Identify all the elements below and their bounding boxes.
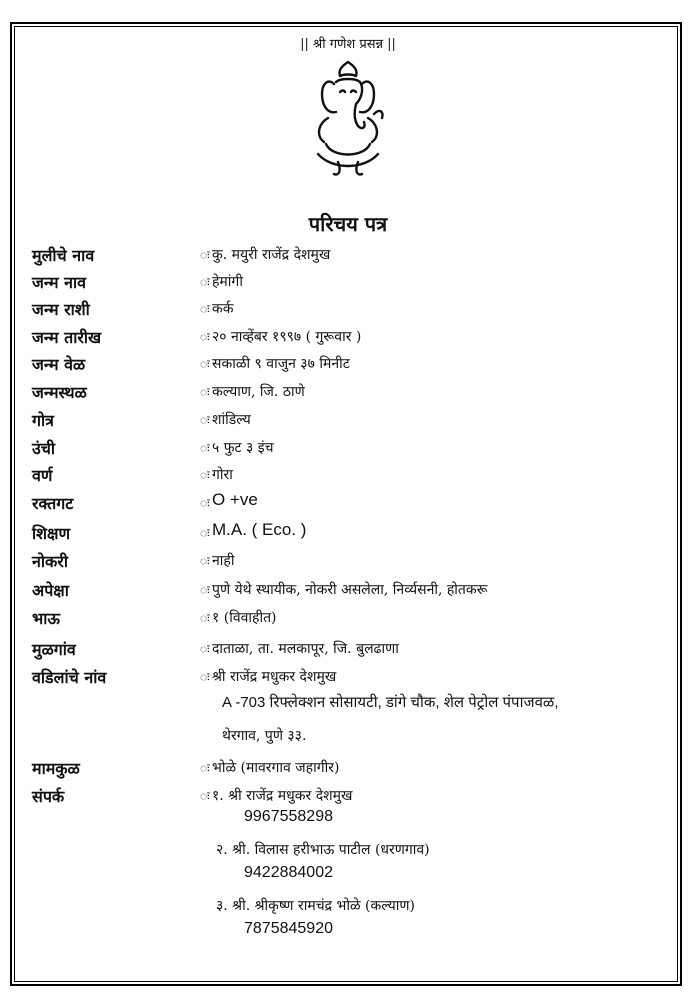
field-label: भाऊ bbox=[32, 609, 60, 628]
separator: ः bbox=[200, 642, 210, 656]
field-row bbox=[32, 638, 682, 664]
separator: ः bbox=[200, 468, 210, 482]
field-row bbox=[32, 271, 682, 297]
separator: ः bbox=[200, 248, 210, 262]
field-row bbox=[32, 464, 682, 490]
field-value: कर्क bbox=[212, 301, 234, 317]
field-value: गोरा bbox=[212, 467, 233, 483]
field-row bbox=[32, 437, 682, 463]
field-label: नोकरी bbox=[32, 552, 69, 571]
separator: ः bbox=[200, 330, 210, 344]
field-value: कु. मयुरी राजेंद्र देशमुख bbox=[212, 247, 331, 263]
contact-phone-2: 9422884002 bbox=[244, 864, 333, 881]
field-row bbox=[32, 579, 682, 605]
field-row bbox=[32, 550, 682, 576]
separator: ः bbox=[200, 526, 210, 540]
field-label: अपेक्षा bbox=[32, 581, 69, 600]
field-value: सकाळी ९ वाजुन ३७ मिनीट bbox=[212, 356, 350, 372]
contact-phone-3: 7875845920 bbox=[244, 920, 333, 937]
field-label: गोत्र bbox=[32, 411, 54, 430]
separator: ः bbox=[200, 611, 210, 625]
field-value: १ (विवाहीत) bbox=[212, 610, 277, 626]
field-value: कल्याण, जि. ठाणे bbox=[212, 384, 305, 400]
field-label: जन्म तारीख bbox=[32, 328, 102, 347]
ganesha-icon bbox=[298, 58, 398, 178]
field-row bbox=[32, 381, 682, 407]
field-row bbox=[32, 326, 682, 352]
contact-person-2: २. श्री. विलास हरीभाऊ पाटील (धरणगाव) bbox=[216, 842, 430, 858]
field-label: जन्म राशी bbox=[32, 300, 90, 319]
field-label: शिक्षण bbox=[32, 524, 71, 543]
separator: ः bbox=[200, 302, 210, 316]
field-value: शांडिल्य bbox=[212, 412, 251, 428]
field-label: वडिलांचे नांव bbox=[32, 668, 107, 687]
field-row bbox=[32, 607, 682, 633]
separator: ः bbox=[200, 583, 210, 597]
contact-phone-1: 9967558298 bbox=[244, 808, 333, 825]
address-line-1: A -703 रिफ्लेक्शन सोसायटी, डांगे चौक, शेल पेट्रोल पंपाजवळ, bbox=[222, 694, 559, 711]
field-row bbox=[32, 522, 682, 548]
contact-person-1: १. श्री राजेंद्र मधुकर देशमुख bbox=[212, 788, 353, 804]
mamkul-value: भोळे (मावरगाव जहागीर) bbox=[212, 760, 340, 776]
separator: ः bbox=[200, 441, 210, 455]
field-value: O +ve bbox=[212, 490, 258, 509]
separator: ः bbox=[200, 357, 210, 371]
separator: ः bbox=[200, 554, 210, 568]
field-value: २० नाव्हेंबर १९९७ ( गुरूवार ) bbox=[212, 329, 362, 345]
address-line-2: थेरगाव, पुणे ३३. bbox=[222, 728, 307, 744]
field-label: उंची bbox=[32, 439, 56, 458]
separator: ः bbox=[200, 789, 210, 803]
mamkul-label: मामकुळ bbox=[32, 759, 80, 778]
contact-person-3: ३. श्री. श्रीकृष्ण रामचंद्र भोळे (कल्याण) bbox=[216, 898, 415, 914]
field-label: वर्ण bbox=[32, 466, 53, 485]
separator: ः bbox=[200, 496, 210, 510]
separator: ः bbox=[200, 761, 210, 775]
field-row bbox=[32, 353, 682, 379]
field-value: श्री राजेंद्र मधुकर देशमुख bbox=[212, 669, 337, 685]
field-row bbox=[32, 409, 682, 435]
field-value: दाताळा, ता. मलकापूर, जि. बुलढाणा bbox=[212, 641, 399, 657]
field-value: नाही bbox=[212, 553, 235, 569]
page-title: परिचय पत्र bbox=[308, 212, 388, 236]
separator: ः bbox=[200, 385, 210, 399]
field-value: हेमांगी bbox=[212, 274, 243, 290]
field-value: पुणे येथे स्थायीक, नोकरी असलेला, निर्व्यसनी, होतकरू bbox=[212, 582, 488, 598]
separator: ः bbox=[200, 670, 210, 684]
field-label: रक्तगट bbox=[32, 494, 74, 513]
field-row bbox=[32, 244, 682, 270]
field-row bbox=[32, 666, 682, 692]
field-label: मुलीचे नाव bbox=[32, 246, 95, 265]
blessing-text: || श्री गणेश प्रसन्न || bbox=[300, 37, 396, 52]
separator: ः bbox=[200, 413, 210, 427]
field-label: मुळगांव bbox=[32, 640, 76, 659]
field-row bbox=[32, 492, 682, 518]
field-label: जन्म नाव bbox=[32, 273, 87, 292]
contact-label: संपर्क bbox=[32, 787, 65, 806]
field-value: ५ फुट ३ इंच bbox=[212, 440, 274, 456]
separator: ः bbox=[200, 275, 210, 289]
field-row bbox=[32, 298, 682, 324]
field-value: M.A. ( Eco. ) bbox=[212, 520, 307, 539]
field-label: जन्मस्थळ bbox=[32, 383, 87, 402]
mamkul-row bbox=[32, 757, 682, 783]
contact-row bbox=[32, 785, 682, 811]
field-label: जन्म वेळ bbox=[32, 355, 86, 374]
